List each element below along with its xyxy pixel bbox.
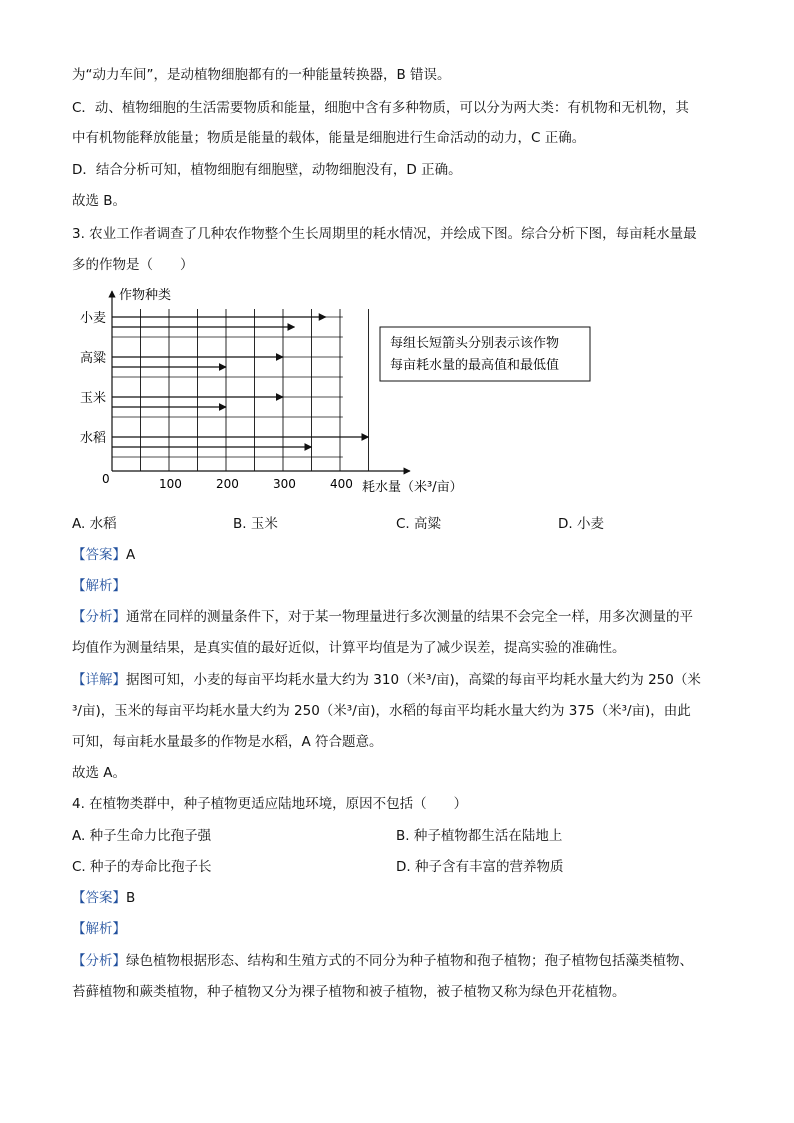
option-d[interactable]: D. 小麦 <box>558 516 604 532</box>
question-3-stem: 3. 农业工作者调查了几种农作物整个生长周期里的耗水情况，并绘成下图。综合分析下图，每亩耗水量最 <box>72 226 697 242</box>
text-line: 均值作为测量结果，是真实值的最好近似，计算平均值是为了减少误差，提高实验的准确性。 <box>72 640 626 656</box>
text-line: 可知，每亩耗水量最多的作物是水稻，A 符合题意。 <box>72 734 383 750</box>
category-label: 水稻 <box>80 431 107 446</box>
fenxi-text: 通常在同样的测量条件下，对于某一物理量进行多次测量的结果不会完全一样，用多次测量的平 <box>126 609 693 625</box>
text-line: 苔藓植物和蕨类植物，种子植物又分为裸子植物和被子植物，被子植物又称为绿色开花植物。 <box>72 984 626 1000</box>
answer-line <box>72 545 732 565</box>
category-label: 高粱 <box>80 351 107 366</box>
question-3-stem-cont: 多的作物是（ ） <box>72 257 194 273</box>
xiangjie-line <box>72 670 732 690</box>
fenxi-text: 绿色植物根据形态、结构和生殖方式的不同分为种子植物和孢子植物；孢子植物包括藻类植物、 <box>126 953 693 969</box>
analysis-tag: 【解析】 <box>72 921 126 937</box>
text-line: C．动、植物细胞的生活需要物质和能量，细胞中含有多种物质，可以分为两大类：有机物和无机物，其 <box>72 100 689 116</box>
option-b[interactable]: B. 种子植物都生活在陆地上 <box>396 828 563 844</box>
conclusion: 故选 A。 <box>72 765 127 781</box>
x-tick-label: 400 <box>330 477 353 491</box>
answer-value: A <box>126 547 136 563</box>
fenxi-tag: 【分析】 <box>72 953 126 969</box>
x-tick-label: 300 <box>273 477 296 491</box>
option-c[interactable]: C. 种子的寿命比孢子长 <box>72 859 212 875</box>
category-label: 玉米 <box>80 391 107 406</box>
text-line: 中有机物能释放能量；物质是能量的载体，能量是细胞进行生命活动的动力，C 正确。 <box>72 130 586 146</box>
text-line: 为“动力车间”，是动植物细胞都有的一种能量转换器，B 错误。 <box>72 67 451 83</box>
category-label: 小麦 <box>80 311 107 326</box>
analysis-tag: 【解析】 <box>72 578 126 594</box>
x-axis-label: 耗水量（米³/亩） <box>362 480 463 495</box>
question-4-stem: 4. 在植物类群中，种子植物更适应陆地环境，原因不包括（ ） <box>72 796 468 812</box>
text-line: D．结合分析可知，植物细胞有细胞壁，动物细胞没有，D 正确。 <box>72 162 462 178</box>
text-line: ³/亩)，玉米的每亩平均耗水量大约为 250（米³/亩)，水稻的每亩平均耗水量大约为 375（米³/亩)，由此 <box>72 703 691 719</box>
xiangjie-text: 据图可知，小麦的每亩平均耗水量大约为 310（米³/亩)，高粱的每亩平均耗水量大约为 250（米 <box>126 672 701 688</box>
x-tick-label: 100 <box>159 477 182 491</box>
legend-line-1: 每组长短箭头分别表示该作物 <box>390 336 560 351</box>
answer-line <box>72 888 732 908</box>
xiangjie-tag: 【详解】 <box>72 672 126 688</box>
fenxi-tag: 【分析】 <box>72 609 126 625</box>
option-d[interactable]: D. 种子含有丰富的营养物质 <box>396 859 564 875</box>
x-tick-label: 200 <box>216 477 239 491</box>
option-c[interactable]: C. 高粱 <box>396 516 442 532</box>
answer-value: B <box>126 890 136 906</box>
water-consumption-chart <box>72 283 560 503</box>
origin-label: 0 <box>102 472 110 486</box>
answer-tag: 【答案】 <box>72 890 126 906</box>
option-a[interactable]: A. 种子生命力比孢子强 <box>72 828 212 844</box>
fenxi-line <box>72 607 732 627</box>
option-a[interactable]: A. 水稻 <box>72 516 117 532</box>
text-line: 故选 B。 <box>72 193 127 209</box>
option-b[interactable]: B. 玉米 <box>233 516 278 532</box>
answer-tag: 【答案】 <box>72 547 126 563</box>
legend-line-2: 每亩耗水量的最高值和最低值 <box>390 358 560 373</box>
y-axis-label: 作物种类 <box>119 288 172 303</box>
fenxi-line <box>72 951 732 971</box>
